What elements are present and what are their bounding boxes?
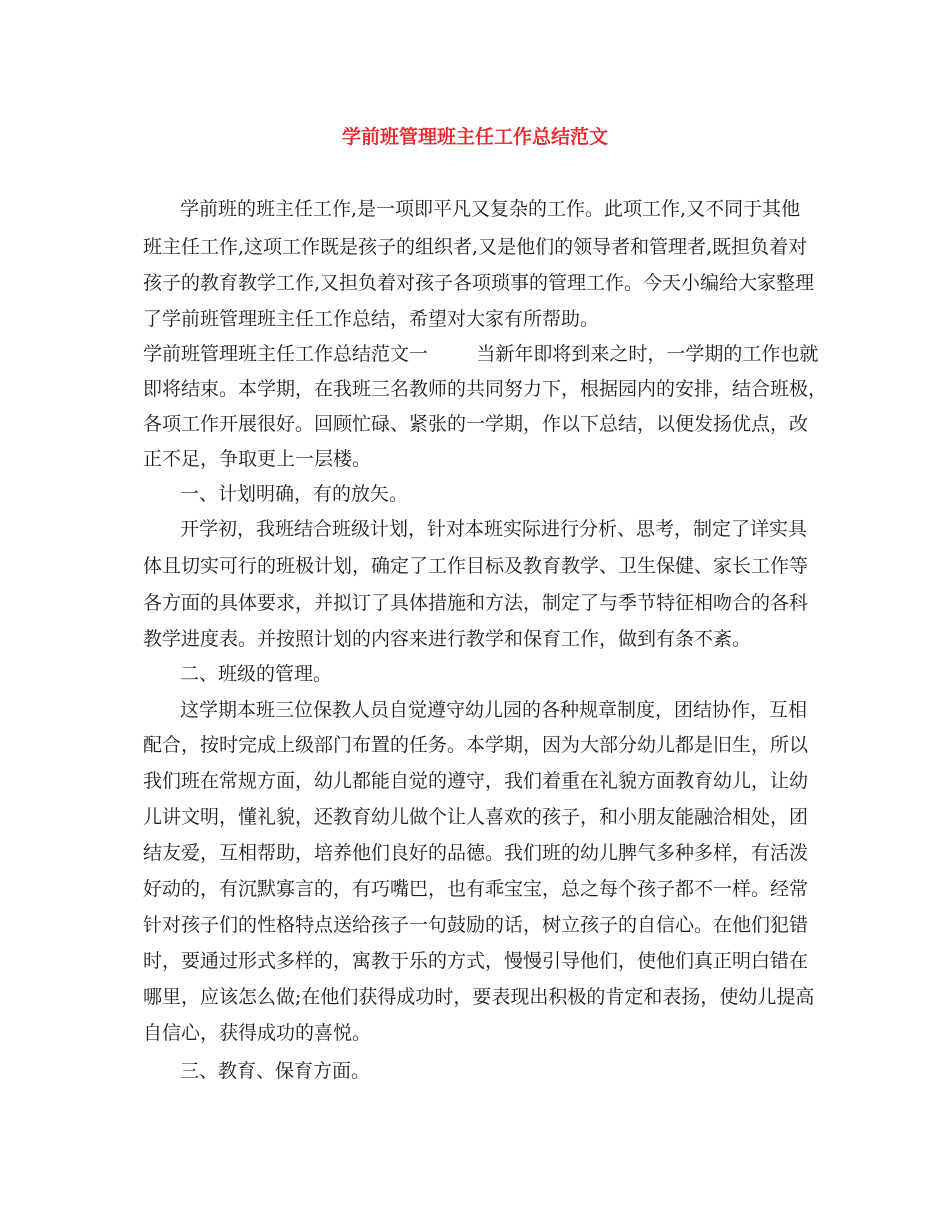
paragraph-line: 正不足，争取更上一层楼。 (143, 448, 372, 470)
paragraph-line: 配合，按时完成上级部门布置的任务。本学期，因为大部分幼儿都是旧生，所以 (143, 734, 809, 756)
paragraph-line: 体且切实可行的班极计划，确定了工作目标及教育教学、卫生保健、家长工作等 (143, 555, 809, 577)
paragraph-line: 自信心，获得成功的喜悦。 (143, 1022, 372, 1044)
paragraph-line: 好动的，有沉默寡言的，有巧嘴巴，也有乖宝宝，总之每个孩子都不一样。经常 (143, 878, 809, 900)
section-heading: 一、计划明确，有的放矢。 (180, 483, 409, 505)
section-heading: 三、教育、保育方面。 (180, 1060, 371, 1082)
paragraph-line: 各项工作开展很好。回顾忙碌、紧张的一学期，作以下总结，以便发扬优点，改 (143, 413, 809, 435)
paragraph-line: 时，要通过形式多样的，寓教于乐的方式，慢慢引导他们，使他们真正明白错在 (143, 950, 809, 972)
paragraph-line: 结友爱，互相帮助，培养他们良好的品德。我们班的幼儿脾气多种多样，有活泼 (143, 842, 809, 864)
paragraph-line: 各方面的具体要求，并拟订了具体措施和方法，制定了与季节特征相吻合的各科 (143, 592, 809, 614)
paragraph-line: 哪里，应该怎么做;在他们获得成功时，要表现出积极的肯定和表扬，使幼儿提高 (143, 986, 815, 1008)
document-title: 学前班管理班主任工作总结范文 (341, 126, 608, 148)
paragraph-line: 儿讲文明，懂礼貌，还教育幼儿做个让人喜欢的孩子，和小朋友能融洽相处，团 (143, 806, 809, 828)
paragraph-line: 开学初，我班结合班级计划，针对本班实际进行分析、思考，制定了详实具 (180, 518, 808, 540)
paragraph-line: 这学期本班三位保教人员自觉遵守幼儿园的各种规章制度，团结协作，互相 (180, 699, 808, 721)
paragraph-line: 学前班管理班主任工作总结范文一 当新年即将到来之时，一学期的工作也就 (143, 343, 819, 365)
paragraph-line: 班主任工作,这项工作既是孩子的组织者,又是他们的领导者和管理者,既担负着对 (143, 236, 808, 258)
section-heading: 二、班级的管理。 (180, 663, 333, 685)
paragraph-line: 教学进度表。并按照计划的内容来进行教学和保育工作，做到有条不紊。 (143, 628, 752, 650)
paragraph-line: 我们班在常规方面，幼儿都能自觉的遵守，我们着重在礼貌方面教育幼儿，让幼 (143, 770, 809, 792)
paragraph-line: 学前班的班主任工作,是一项即平凡又复杂的工作。此项工作,又不同于其他 (180, 198, 801, 220)
paragraph-line: 即将结束。本学期，在我班三名教师的共同努力下，根据园内的安排，结合班极， (143, 378, 828, 400)
paragraph-line: 针对孩子们的性格特点送给孩子一句鼓励的话，树立孩子的自信心。在他们犯错 (143, 914, 809, 936)
paragraph-line: 孩子的教育教学工作,又担负着对孩子各项琐事的管理工作。今天小编给大家整理 (143, 272, 815, 294)
paragraph-line: 了学前班管理班主任工作总结，希望对大家有所帮助。 (143, 308, 600, 330)
